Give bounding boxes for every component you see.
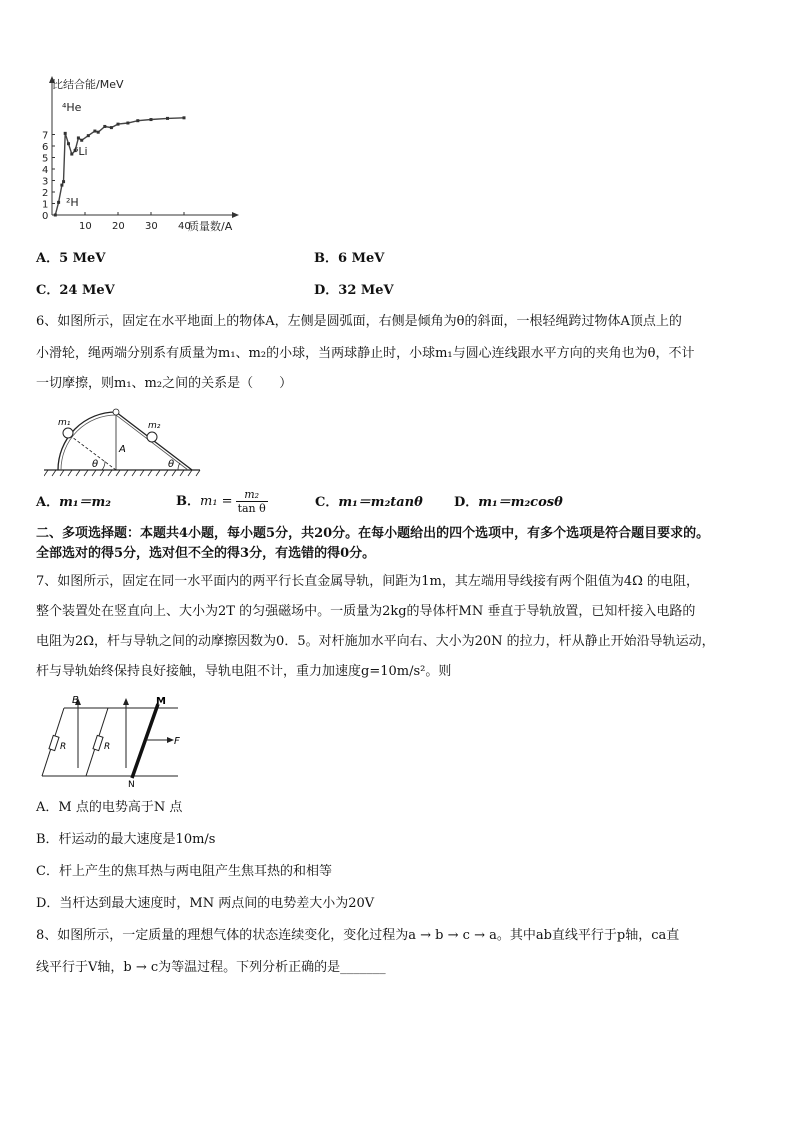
q8-stem-line-1: 8、如图所示，一定质量的理想气体的状态连续变化，变化过程为a → b → c → a。其中ab直线平行于p轴，ca直 bbox=[36, 928, 680, 943]
q8-stem-line-2: 线平行于V轴，b → c为等温过程。下列分析正确的是_______ bbox=[36, 960, 386, 975]
q7-stem-line-4: 杆与导轨始终保持良好接触，导轨电阻不计，重力加速度g=10m/s²。则 bbox=[36, 664, 452, 679]
y-tick-label: 6 bbox=[42, 142, 49, 153]
label-r2: R bbox=[104, 742, 111, 752]
y-tick-label: 5 bbox=[42, 153, 49, 165]
label-a: A bbox=[119, 444, 126, 455]
label-r1: R bbox=[60, 742, 67, 752]
data-point bbox=[67, 142, 70, 145]
label-b: B bbox=[72, 695, 79, 706]
q7-option-c[interactable]: C．杆上产生的焦耳热与两电阻产生焦耳热的和相等 bbox=[36, 864, 332, 879]
q5-option-d[interactable]: D．32 MeV bbox=[314, 283, 394, 298]
section2-line-1: 二、多项选择题：本题共4小题，每小题5分，共20分。在每小题给出的四个选项中，有多个选项是符合题目要求的。 bbox=[36, 526, 710, 541]
data-point bbox=[87, 134, 90, 137]
binding-energy-chart bbox=[30, 74, 250, 236]
data-point bbox=[80, 139, 83, 142]
data-point bbox=[110, 126, 113, 129]
data-point bbox=[93, 130, 96, 133]
x-tick-label: 40 bbox=[178, 221, 191, 232]
q7-option-a[interactable]: A．M 点的电势高于N 点 bbox=[36, 800, 183, 815]
y-tick-label: 0 bbox=[42, 211, 49, 222]
data-point bbox=[60, 184, 63, 187]
q5-option-a[interactable]: A．5 MeV bbox=[36, 251, 106, 266]
q6-option-d[interactable]: D．m₁＝m₂cosθ bbox=[454, 495, 563, 510]
data-point bbox=[103, 125, 106, 128]
data-point bbox=[183, 116, 186, 119]
data-point bbox=[136, 119, 139, 122]
y-tick-label: 2 bbox=[42, 188, 49, 199]
label-n: N bbox=[128, 780, 135, 788]
data-point bbox=[64, 132, 67, 135]
section2-line-2: 全部选对的得5分，选对但不全的得3分，有选错的得0分。 bbox=[36, 546, 376, 561]
data-point bbox=[150, 118, 153, 121]
y-tick-label: 4 bbox=[42, 165, 49, 176]
label-theta-right: θ bbox=[168, 459, 175, 470]
q6-option-b-fraction: $\frac{\text{m₂}}{\text{tan θ}}$ bbox=[237, 488, 266, 515]
data-point bbox=[62, 180, 65, 183]
q7-stem-line-2: 整个装置处在竖直向上、大小为2T 的匀强磁场中。一质量为2kg的导体杆MN 垂直于导轨放置，已知杆接入电路的 bbox=[36, 604, 696, 619]
q6-option-a[interactable]: A．m₁＝m₂ bbox=[36, 495, 111, 510]
q5-option-b[interactable]: B．6 MeV bbox=[314, 251, 385, 266]
label-m1: m₁ bbox=[58, 418, 71, 428]
q7-option-d[interactable]: D．当杆达到最大速度时，MN 两点间的电势差大小为20V bbox=[36, 896, 375, 911]
y-ticks bbox=[42, 131, 55, 223]
x-tick-label: 20 bbox=[112, 221, 125, 232]
label-theta-left: θ bbox=[92, 459, 99, 470]
data-point bbox=[77, 136, 80, 139]
q6-figure bbox=[44, 408, 204, 480]
x-axis-label: 质量数/A bbox=[188, 220, 233, 233]
q6-option-b[interactable]: B．m₁ = $\frac{\text{m₂}}{\text{tan θ}}$ bbox=[176, 488, 266, 515]
x-tick-label: 30 bbox=[145, 221, 158, 232]
data-point bbox=[97, 131, 100, 134]
label-m2: m₂ bbox=[148, 421, 161, 431]
q6-stem-line-1: 6、如图所示，固定在水平地面上的物体A，左侧是圆弧面，右侧是倾角为θ的斜面，一根轻绳跨过物体A顶点上的 bbox=[36, 314, 682, 329]
q7-option-b[interactable]: B．杆运动的最大速度是10m/s bbox=[36, 832, 216, 847]
data-point bbox=[126, 122, 129, 125]
annotation-h2: ²H bbox=[66, 196, 79, 209]
x-axis-arrow bbox=[232, 212, 239, 218]
label-m: M bbox=[156, 696, 166, 707]
y-tick-label: 7 bbox=[42, 130, 49, 142]
data-point bbox=[166, 117, 169, 120]
annotation-he4: ⁴He bbox=[62, 101, 82, 114]
ground-hatching bbox=[44, 470, 200, 476]
label-f: F bbox=[174, 736, 180, 747]
q6-stem-line-3: 一切摩擦，则m₁、m₂之间的关系是（ ） bbox=[36, 376, 293, 391]
data-point bbox=[57, 201, 60, 204]
q7-stem-line-3: 电阻为2Ω，杆与导轨之间的动摩擦因数为0．5。对杆施加水平向右、大小为20N 的拉力，杆从静止开始沿导轨运动， bbox=[36, 634, 715, 649]
q6-option-c[interactable]: C．m₁＝m₂tanθ bbox=[315, 495, 423, 510]
data-point bbox=[70, 153, 73, 156]
q7-figure bbox=[38, 692, 188, 788]
y-tick-label: 1 bbox=[42, 199, 49, 211]
x-tick-label: 10 bbox=[79, 221, 92, 232]
data-point bbox=[54, 214, 57, 217]
data-point bbox=[117, 123, 120, 126]
y-tick-label: 3 bbox=[42, 176, 49, 188]
annotation-li6: ⁶Li bbox=[74, 145, 88, 158]
q5-option-c[interactable]: C．24 MeV bbox=[36, 283, 115, 298]
chart-title: 比结合能/MeV bbox=[52, 78, 124, 91]
q7-stem-line-1: 7、如图所示，固定在同一水平面内的两平行长直金属导轨，间距为1m，其左端用导线接有两个阻值为4Ω 的电阻， bbox=[36, 574, 700, 589]
q6-stem-line-2: 小滑轮，绳两端分别系有质量为m₁、m₂的小球，当两球静止时，小球m₁与圆心连线跟水平方向的夹角也为θ，不计 bbox=[36, 346, 695, 361]
